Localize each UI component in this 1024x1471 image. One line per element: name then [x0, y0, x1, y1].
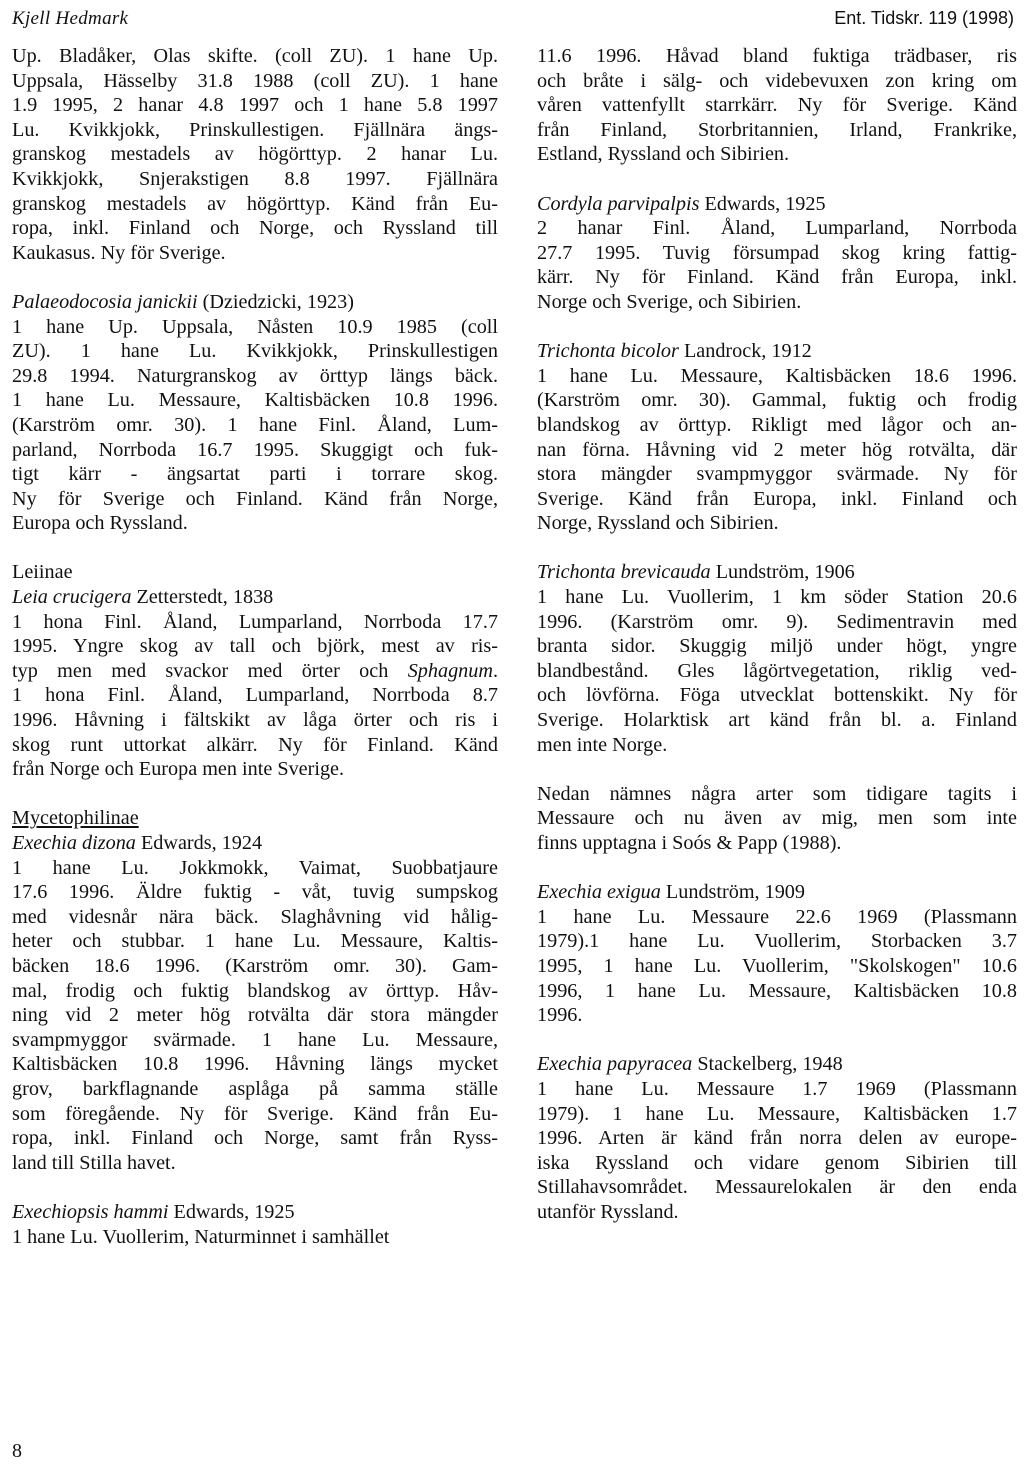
text-line: stora mängder svampmyggor svärmade. Ny för [537, 463, 1017, 486]
text-line: land till Stilla havet. [12, 1151, 176, 1174]
genus-italic: Sphagnum [407, 659, 493, 682]
text-line: ZU). 1 hane Lu. Kvikkjokk, Prinskullestigen [12, 340, 498, 363]
text-line: 1 hane Lu. Messaure 22.6 1969 (Plassmann [537, 905, 1017, 928]
text-line: Kaltisbäcken 10.8 1996. Håvning längs mycket [12, 1053, 498, 1076]
text-line: 1979). 1 hane Lu. Messaure, Kaltisbäcken 1.7 [537, 1102, 1017, 1125]
entry-block [537, 1052, 1017, 1224]
species-heading [537, 339, 1017, 364]
text-line: branta sidor. Skuggig miljö under högt, yngre [537, 635, 1017, 658]
text-line: svampmyggor svärmade. 1 hane Lu. Messaure, [12, 1028, 498, 1051]
text-line: 1996, 1 hane Lu. Messaure, Kaltisbäcken 10.8 [537, 979, 1017, 1002]
subfamily-heading: Mycetophilinae [12, 807, 139, 830]
species-author: Edwards, 1924 [135, 832, 263, 854]
species-heading [12, 831, 498, 856]
text-line: Ny för Sverige och Finland. Känd från Norge, [12, 487, 498, 510]
text-line: 1995, 1 hane Lu. Vuollerim, "Skolskogen" 10.6 [537, 954, 1017, 977]
right-text-column [537, 44, 1017, 1249]
species-heading [12, 290, 498, 315]
text-line: Kaukasus. Ny för Sverige. [12, 241, 226, 264]
species-author: Zetterstedt, 1838 [131, 586, 274, 609]
text-line: (Karström omr. 30). Gammal, fuktig och frodig [537, 389, 1017, 412]
species-author: Lundström, 1909 [660, 881, 805, 904]
text-line: Uppsala, Hässelby 31.8 1988 (coll ZU). 1 hane [12, 69, 498, 92]
text-line: och bråte i sälg- och videbevuxen zon kring om [537, 69, 1017, 92]
text-line: granskog mestadels av högörttyp. 2 hanar Lu. [12, 143, 498, 166]
species-heading [12, 585, 498, 610]
entry-block [537, 192, 1017, 315]
running-head-author: Kjell Hedmark [12, 8, 129, 29]
text-line: 1 hane Lu. Jokkmokk, Vaimat, Suobbatjaure [12, 856, 498, 879]
species-author: (Dziedzicki, 1923) [197, 290, 354, 313]
text-line: Kvikkjokk, Snjerakstigen 8.8 1997. Fjällnära [12, 167, 498, 190]
text-line: 1996. [537, 1004, 583, 1027]
text-line: grov, barkflagnande asplåga på samma ställe [12, 1077, 498, 1100]
text-line: Europa och Ryssland. [12, 512, 188, 535]
text-line: Sverige. Känd från Europa, inkl. Finland och [537, 487, 1017, 510]
species-name: Palaeodocosia janickii [12, 290, 198, 313]
text-line: 1979).1 hane Lu. Vuollerim, Storbacken 3.7 [537, 930, 1017, 953]
text-line: 1 hona Finl. Åland, Lumparland, Norrboda 17.7 [12, 610, 498, 633]
text-line: ning vid 2 meter hög rotvälta där stora mängder [12, 1004, 498, 1027]
species-name: Leia crucigera [12, 586, 132, 609]
text-line: 1 hane Up. Uppsala, Nåsten 10.9 1985 (coll [12, 315, 498, 338]
text-line: blandbestånd. Gles lågörtvegetation, riklig ved- [537, 659, 1017, 682]
page-number: 8 [12, 1440, 22, 1462]
entry-block [12, 806, 498, 1175]
species-name: Exechia dizona [12, 832, 136, 854]
species-author: Lundström, 1906 [710, 561, 855, 584]
text-line: typ men med svackor med örter och Sphagnum. [12, 659, 498, 682]
text-line: 1 hona Finl. Åland, Lumparland, Norrboda 8.7 [12, 684, 498, 707]
species-name: Exechia papyracea [537, 1053, 693, 1076]
text-line: Nedan nämnes några arter som tidigare tagits i [537, 782, 1017, 805]
text-line: 1 hane Lu. Vuollerim, 1 km söder Station 20.6 [537, 586, 1017, 609]
text-line: med videsnår nära bäck. Slaghåvning vid hålig- [12, 905, 498, 928]
text-line: iska Ryssland och vidare genom Sibirien till [537, 1151, 1017, 1174]
text-line: 1995. Yngre skog av tall och björk, mest av ris- [12, 635, 498, 658]
text-line: blandskog av örttyp. Rikligt med lågor och an- [537, 413, 1017, 436]
text-line: 1996. Håvning i fältskikt av låga örter och ris i [12, 709, 498, 732]
text-line: 1996. (Karström omr. 9). Sedimentravin med [537, 610, 1017, 633]
species-name: Cordyla parvipalpis [537, 192, 700, 215]
species-author: Landrock, 1912 [678, 340, 812, 363]
entry-block [537, 880, 1017, 1028]
entry-block [537, 44, 1017, 167]
species-name: Exechia exigua [537, 881, 661, 904]
text-line: ropa, inkl. Finland och Norge, och Ryssland till [12, 217, 498, 240]
text-line: 1 hane Lu. Messaure, Kaltisbäcken 18.6 1996. [537, 364, 1017, 387]
species-heading [537, 1052, 1017, 1077]
text-line: som föregående. Ny för Sverige. Känd från Eu- [12, 1102, 498, 1125]
text-line: Up. Bladåker, Olas skifte. (coll ZU). 1 hane Up. [12, 45, 498, 67]
text-line: Stillahavsområdet. Messaurelokalen är den enda [537, 1176, 1017, 1199]
text-line: våren vattenfyllt starrkärr. Ny för Sverige. Känd [537, 94, 1017, 117]
species-heading [537, 192, 1017, 217]
text-line: 1996. Arten är känd från norra delen av europe- [537, 1127, 1017, 1150]
text-line: 1 hane Lu. Vuollerim, Naturminnet i samhället [12, 1225, 390, 1248]
text-line: Norge, Ryssland och Sibirien. [537, 512, 779, 535]
text-line: kärr. Ny för Finland. Känd från Europa, inkl. [537, 266, 1017, 289]
text-line: 2 hanar Finl. Åland, Lumparland, Norrboda [537, 217, 1017, 240]
running-head-journal: Ent. Tidskr. 119 (1998) [834, 8, 1014, 28]
text-line: 11.6 1996. Håvad bland fuktiga trädbaser, ris [537, 45, 1017, 67]
text-line: 17.6 1996. Äldre fuktig - våt, tuvig sumpskog [12, 881, 498, 904]
species-author: Stackelberg, 1948 [692, 1053, 843, 1076]
species-heading [12, 1200, 498, 1225]
text-line: heter och stubbar. 1 hane Lu. Messaure, Kaltis- [12, 930, 498, 953]
text-line: granskog mestadels av högörttyp. Känd från Eu- [12, 192, 498, 215]
entry-block [12, 290, 498, 536]
text-line: mal, frodig och fuktig blandskog av örttyp. Håv- [12, 979, 498, 1002]
species-author: Edwards, 1925 [699, 192, 826, 215]
left-text-column [12, 44, 498, 1274]
text-line: Estland, Ryssland och Sibirien. [537, 143, 790, 166]
species-name: Exechiopsis hammi [12, 1200, 169, 1223]
text-line: men inte Norge. [537, 733, 668, 756]
text-line: nan förna. Håvning vid 2 meter hög rotvälta, där [537, 438, 1017, 461]
text-line: (Karström omr. 30). 1 hane Finl. Åland, Lum- [12, 413, 498, 436]
text-line: Norge och Sverige, och Sibirien. [537, 290, 802, 313]
text-line: Sverige. Holarktisk art känd från bl. a. Finland [537, 709, 1017, 732]
text-line: från Finland, Storbritannien, Irland, Frankrike, [537, 118, 1017, 141]
text-line: Lu. Kvikkjokk, Prinskullestigen. Fjällnära ängs- [12, 118, 498, 141]
text-line: från Norge och Europa men inte Sverige. [12, 758, 345, 781]
text-line: parland, Norrboda 16.7 1995. Skuggigt och fuk- [12, 438, 498, 461]
species-name: Trichonta bicolor [537, 340, 679, 363]
species-heading [537, 880, 1017, 905]
species-author: Edwards, 1925 [168, 1200, 295, 1223]
entry-block [537, 560, 1017, 757]
entry-block [12, 560, 498, 781]
text-line: Messaure och nu även av mig, men som inte [537, 807, 1017, 830]
text-line: 1 hane Lu. Messaure 1.7 1969 (Plassmann [537, 1077, 1017, 1100]
text-line: finns upptagna i Soós & Papp (1988). [537, 832, 842, 854]
species-name: Trichonta brevicauda [537, 561, 711, 584]
text-line: 27.7 1995. Tuvig försumpad skog kring fattig- [537, 241, 1017, 264]
text-line: skog runt uttorkat alkärr. Ny för Finland. Känd [12, 733, 498, 756]
text-line: 1 hane Lu. Messaure, Kaltisbäcken 10.8 1996. [12, 389, 498, 412]
entry-block [537, 339, 1017, 536]
text-line: tigt kärr - ängsartat parti i torrare skog. [12, 463, 498, 486]
text-line: 29.8 1994. Naturgranskog av örttyp längs bäck. [12, 364, 498, 387]
text-line: bäcken 18.6 1996. (Karström omr. 30). Gam- [12, 954, 498, 977]
text-line: 1.9 1995, 2 hanar 4.8 1997 och 1 hane 5.8 1997 [12, 94, 498, 117]
text-line: utanför Ryssland. [537, 1200, 679, 1223]
entry-block [12, 44, 498, 265]
entry-block [12, 1200, 498, 1249]
text-line: och lövförna. Föga utvecklat bottenskikt. Ny för [537, 684, 1017, 707]
species-heading [537, 560, 1017, 585]
entry-block [537, 782, 1017, 856]
subfamily-heading: Leiinae [12, 561, 73, 584]
text-line: ropa, inkl. Finland och Norge, samt från Ryss- [12, 1127, 498, 1150]
